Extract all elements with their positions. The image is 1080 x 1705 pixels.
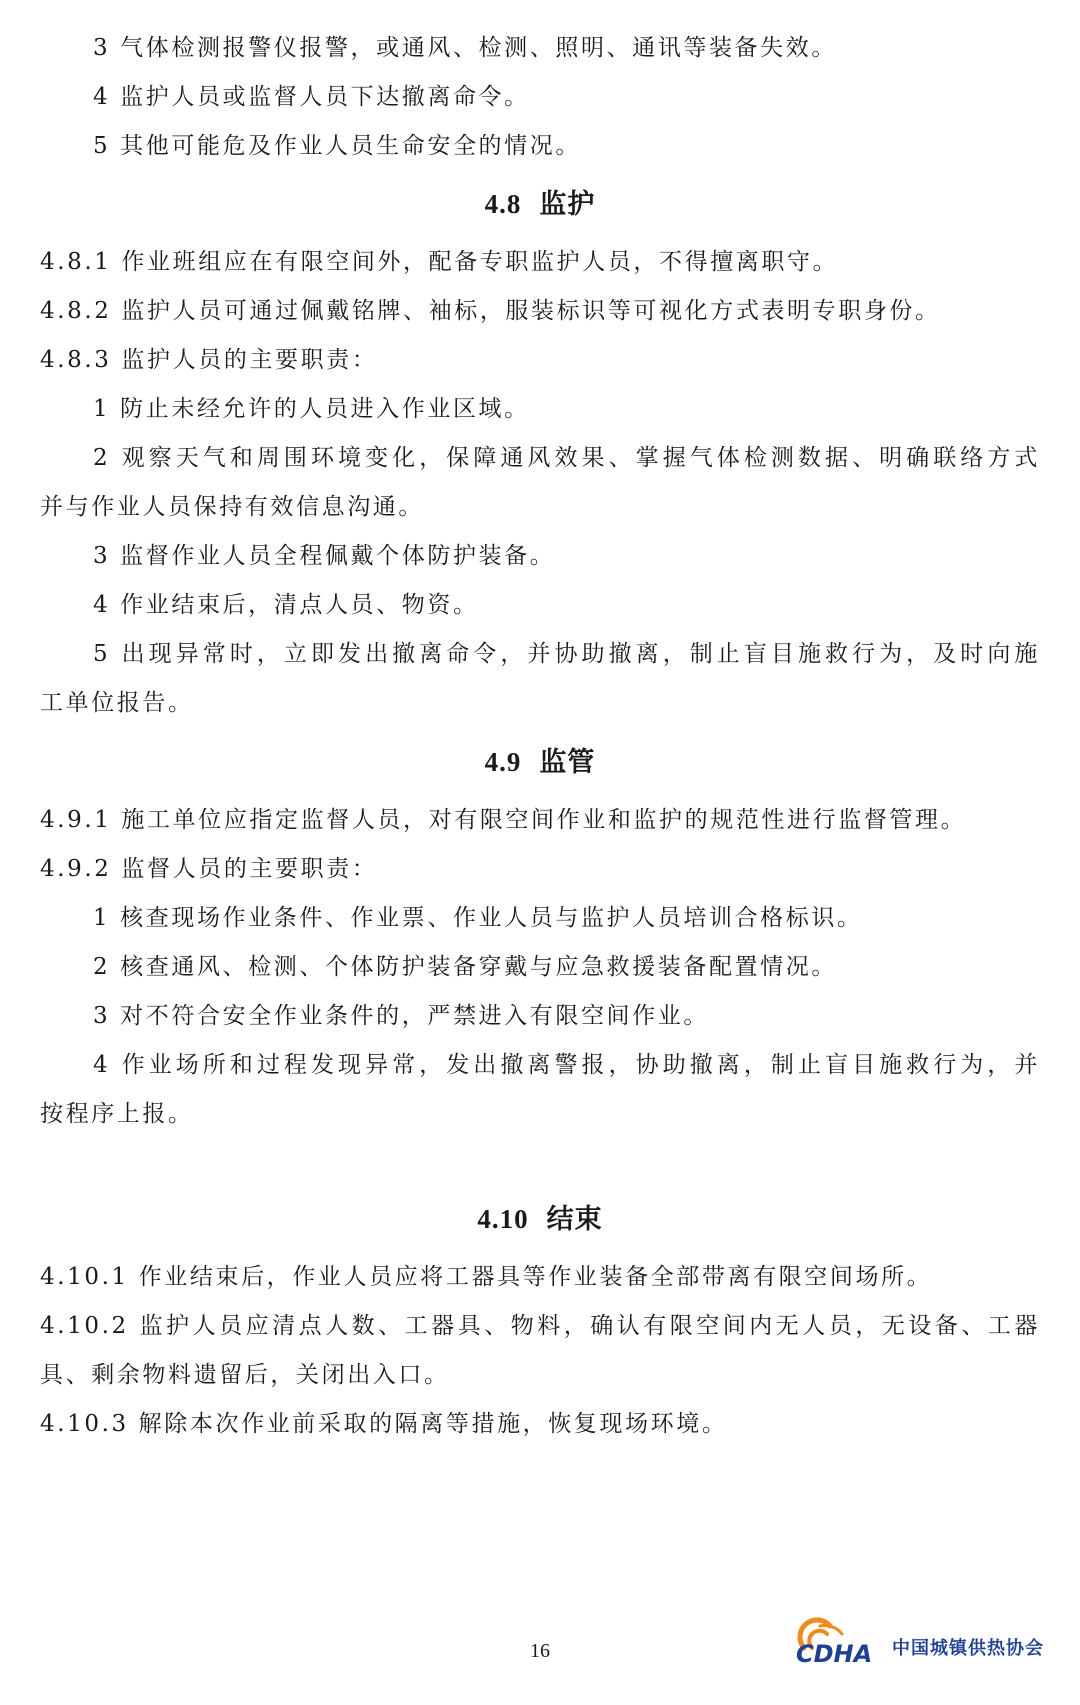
logo-mark-text: CDHA	[796, 1640, 873, 1668]
clause-4-10-3: 4.10.3 解除本次作业前采取的隔离等措施，恢复现场环境。	[40, 1411, 728, 1437]
list-item-continuation: 工单位报告。	[40, 690, 194, 716]
association-logo	[790, 1612, 1060, 1674]
clause-4-10-1: 4.10.1 作业结束后，作业人员应将工器具等作业装备全部带离有限空间场所。	[40, 1264, 933, 1290]
section-number: 4.9	[484, 747, 522, 777]
section-title: 监护	[539, 189, 596, 220]
clause-4-9-2: 4.9.2 监督人员的主要职责：	[40, 856, 378, 882]
cdha-logo-icon	[790, 1612, 892, 1674]
clause-4-9-1: 4.9.1 施工单位应指定监督人员，对有限空间作业和监护的规范性进行监督管理。	[40, 807, 967, 833]
section-heading-4-10	[0, 1199, 1080, 1240]
list-item: 1 防止未经允许的人员进入作业区域。	[93, 396, 530, 422]
list-item: 3 气体检测报警仪报警，或通风、检测、照明、通讯等装备失效。	[93, 35, 837, 61]
clause-4-10-2: 4.10.2 监护人员应清点人数、工器具、物料，确认有限空间内无人员，无设备、工器	[40, 1313, 1040, 1339]
page-number: 16	[530, 1640, 550, 1662]
list-item: 3 监督作业人员全程佩戴个体防护装备。	[93, 543, 556, 569]
clause-4-8-2: 4.8.2 监护人员可通过佩戴铭牌、袖标，服装标识等可视化方式表明专职身份。	[40, 298, 941, 324]
list-item: 4 监护人员或监督人员下达撤离命令。	[93, 84, 530, 110]
clause-4-10-2-continuation: 具、剩余物料遗留后，关闭出入口。	[40, 1362, 450, 1388]
section-heading-4-8	[0, 184, 1080, 225]
section-number: 4.8	[484, 189, 522, 219]
list-item: 1 核查现场作业条件、作业票、作业人员与监护人员培训合格标识。	[93, 905, 863, 931]
list-item-continuation: 并与作业人员保持有效信息沟通。	[40, 494, 424, 520]
section-number: 4.10	[477, 1204, 529, 1234]
list-item: 2 观察天气和周围环境变化，保障通风效果、掌握气体检测数据、明确联络方式	[93, 445, 1040, 471]
list-item: 3 对不符合安全作业条件的，严禁进入有限空间作业。	[93, 1003, 709, 1029]
list-item: 2 核查通风、检测、个体防护装备穿戴与应急救援装备配置情况。	[93, 954, 837, 980]
clause-4-8-1: 4.8.1 作业班组应在有限空间外，配备专职监护人员，不得擅离职守。	[40, 249, 839, 275]
list-item: 5 出现异常时，立即发出撤离命令，并协助撤离，制止盲目施救行为，及时向施	[93, 641, 1040, 667]
clause-4-8-3: 4.8.3 监护人员的主要职责：	[40, 347, 378, 373]
list-item: 4 作业结束后，清点人员、物资。	[93, 592, 479, 618]
section-heading-4-9	[0, 742, 1080, 783]
logo-text: 中国城镇供热协会	[892, 1638, 1044, 1659]
section-title: 监管	[539, 747, 596, 778]
list-item: 4 作业场所和过程发现异常，发出撤离警报，协助撤离，制止盲目施救行为，并	[93, 1052, 1040, 1078]
section-title: 结束	[546, 1204, 603, 1235]
list-item-continuation: 按程序上报。	[40, 1101, 194, 1127]
list-item: 5 其他可能危及作业人员生命安全的情况。	[93, 133, 581, 159]
